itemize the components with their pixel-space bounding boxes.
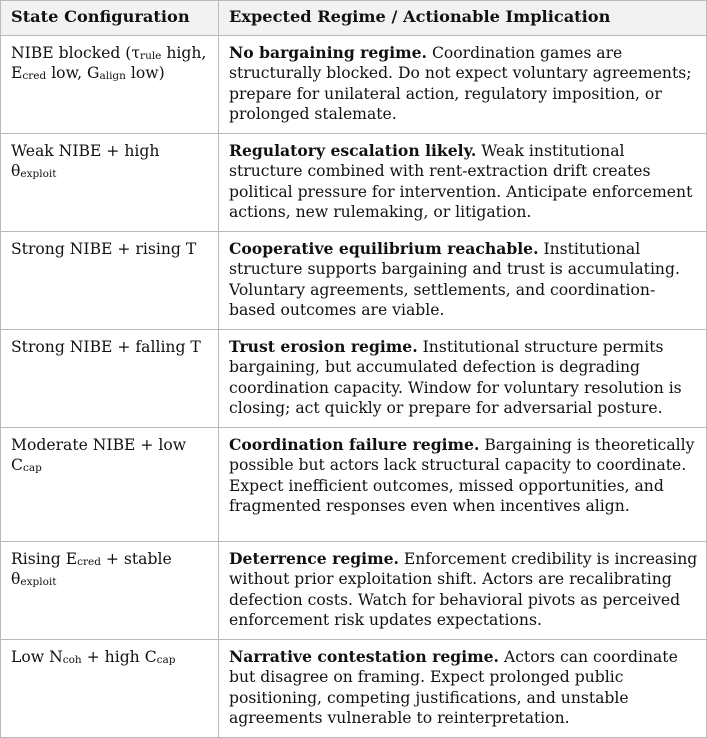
regime-description: Enforcement credibility is increasing without prior exploitation shift. Actors are recalibrating defection costs. Watch for behavioral pivots as perceived enforcement risk updates expectations. bbox=[229, 549, 698, 629]
table-row bbox=[1, 35, 707, 133]
regime-cell bbox=[219, 427, 707, 541]
regime-title: Deterrence regime. bbox=[229, 548, 399, 568]
table-row bbox=[1, 427, 707, 541]
header-state-configuration: State Configuration bbox=[1, 1, 219, 36]
regime-cell bbox=[219, 329, 707, 427]
regime-description: Institutional structure supports bargaining and trust is accumulating. Voluntary agreements, settlements, and coordination-based outcomes are viable. bbox=[229, 239, 680, 319]
regime-title: Narrative contestation regime. bbox=[229, 646, 499, 666]
table-row bbox=[1, 231, 707, 329]
regime-description: Bargaining is theoretically possible but actors lack structural capacity to coordinate. Expect inefficient outcomes, missed opportunities, and fragmented responses even when incentives align. bbox=[229, 435, 695, 515]
state-cell: Rising Ecred + stable θexploit bbox=[1, 541, 219, 639]
regime-cell bbox=[219, 133, 707, 231]
table-row bbox=[1, 541, 707, 639]
regime-title: Regulatory escalation likely. bbox=[229, 140, 477, 160]
header-expected-regime: Expected Regime / Actionable Implication bbox=[219, 1, 707, 36]
state-cell: Weak NIBE + high θexploit bbox=[1, 133, 219, 231]
state-cell: NIBE blocked (τrule high, Ecred low, Galign low) bbox=[1, 35, 219, 133]
regime-cell bbox=[219, 639, 707, 737]
table-row bbox=[1, 639, 707, 737]
regime-title: No bargaining regime. bbox=[229, 42, 427, 62]
state-cell: Low Ncoh + high Ccap bbox=[1, 639, 219, 737]
regime-title: Trust erosion regime. bbox=[229, 336, 418, 356]
table-row bbox=[1, 133, 707, 231]
regime-description: Coordination games are structurally blocked. Do not expect voluntary agreements; prepare for unilateral action, regulatory imposition, or prolonged stalemate. bbox=[229, 43, 692, 123]
table-row bbox=[1, 329, 707, 427]
regime-description: Actors can coordinate but disagree on framing. Expect prolonged public positioning, competing justifications, and unstable agreements vulnerable to reinterpretation. bbox=[229, 647, 678, 727]
state-cell: Strong NIBE + rising T bbox=[1, 231, 219, 329]
regime-title: Cooperative equilibrium reachable. bbox=[229, 238, 539, 258]
regime-description: Institutional structure permits bargaining, but accumulated defection is degrading coordination capacity. Window for voluntary resolution is closing; act quickly or prepare for adversarial posture. bbox=[229, 337, 682, 417]
regime-cell bbox=[219, 35, 707, 133]
regime-description: Weak institutional structure combined with rent-extraction drift creates political pressure for intervention. Anticipate enforcement actions, new rulemaking, or litigation. bbox=[229, 141, 693, 221]
header-row bbox=[1, 1, 707, 36]
regime-title: Coordination failure regime. bbox=[229, 434, 480, 454]
state-cell: Moderate NIBE + low Ccap bbox=[1, 427, 219, 541]
regime-cell bbox=[219, 541, 707, 639]
state-cell: Strong NIBE + falling T bbox=[1, 329, 219, 427]
regime-cell bbox=[219, 231, 707, 329]
